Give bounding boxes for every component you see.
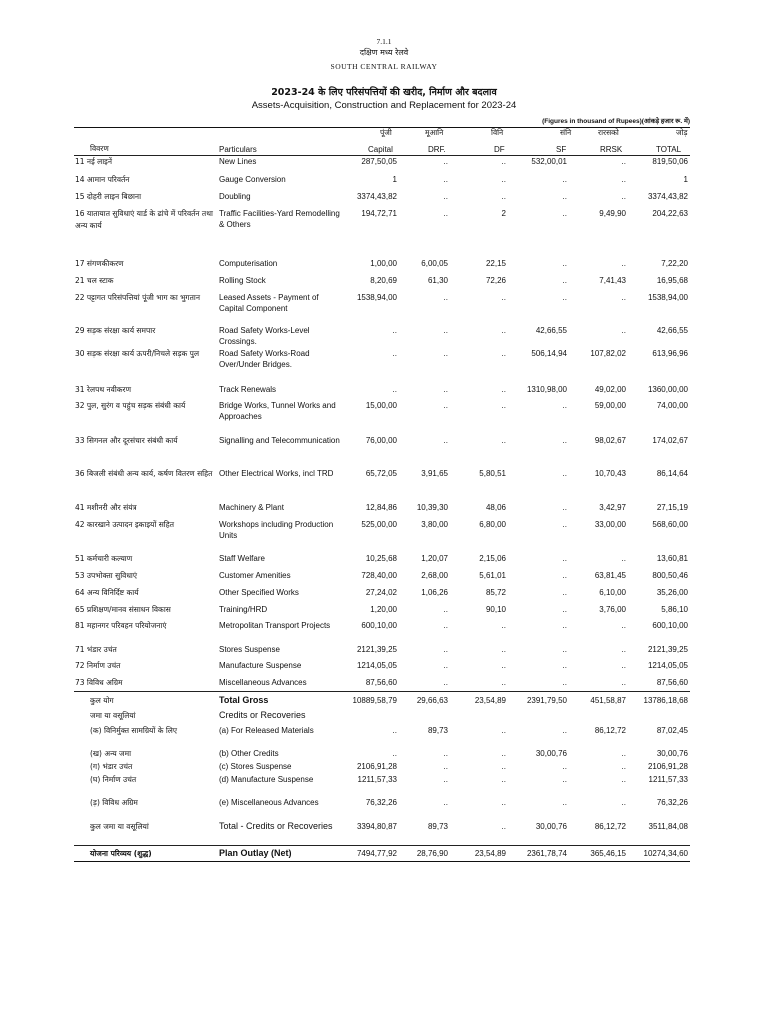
- document-title: Assets-Acquisition, Construction and Replacement for 2023-24: [251, 100, 517, 111]
- cell-total: 1538,94,00: [647, 293, 688, 302]
- cell-rrsk: 33,00,00: [594, 520, 626, 529]
- cell-rrsk: ..: [621, 293, 626, 302]
- row-label-hindi: 53 उपभोक्ता सुविधाएं: [75, 571, 138, 580]
- cell-capital: 2106,91,28: [356, 762, 397, 771]
- row-label-hindi: 42 कारखाने उत्पादन इकाइयों सहित: [75, 520, 174, 529]
- row-label-hindi: 32 पुल, सुरंग व पहुंच सड़क संबंधी कार्य: [75, 401, 186, 410]
- cell-capital: 7494,77,92: [356, 849, 397, 858]
- cell-total: 76,32,26: [656, 798, 688, 807]
- cell-total: 2121,39,25: [647, 645, 688, 654]
- cell-df: ..: [501, 678, 506, 687]
- cell-drf: ..: [443, 678, 448, 687]
- cell-rrsk: 98,02,67: [594, 436, 626, 445]
- cell-total: 1: [683, 175, 688, 184]
- cell-total: 86,14,64: [656, 469, 688, 478]
- col-drf: DRF.: [428, 145, 446, 154]
- cell-df: ..: [501, 157, 506, 166]
- document-title-hindi: 2023-24 के लिए परिसंपत्तियों की खरीद, निर्माण और बदलाव: [271, 87, 497, 98]
- cell-df: ..: [501, 349, 506, 358]
- cell-rrsk: ..: [621, 678, 626, 687]
- cell-total: 27,15,19: [656, 503, 688, 512]
- cell-sf: 506,14,94: [531, 349, 567, 358]
- cell-rrsk: ..: [621, 762, 626, 771]
- row-label-hindi: 64 अन्य विनिर्दिष्ट कार्य: [75, 588, 139, 597]
- cell-drf: 1,06,26: [421, 588, 448, 597]
- row-label-hindi: 73 विविध अग्रिम: [75, 678, 123, 687]
- cell-df: 5,61,01: [479, 571, 506, 580]
- cell-drf: ..: [443, 175, 448, 184]
- cell-capital: 2121,39,25: [356, 645, 397, 654]
- cell-sf: ..: [562, 645, 567, 654]
- row-label: Other Specified Works: [219, 588, 299, 597]
- col-total-hindi: जोड़: [676, 128, 688, 137]
- col-df-hindi: विनि: [491, 128, 504, 137]
- row-label-hindi: 17 संगणकीकरण: [75, 259, 124, 268]
- row-label: Machinery & Plant: [219, 503, 284, 512]
- cell-capital: 728,40,00: [361, 571, 397, 580]
- row-label-hindi: 15 दोहरी लाइन बिछाना: [75, 192, 142, 201]
- row-label: Road Safety Works-Level Crossings.: [219, 326, 310, 346]
- cell-sf: 2361,78,74: [526, 849, 567, 858]
- cell-sf: ..: [562, 259, 567, 268]
- cell-rrsk: ..: [621, 749, 626, 758]
- row-label: Total Gross: [219, 695, 269, 705]
- cell-sf: ..: [562, 436, 567, 445]
- cell-rrsk: ..: [621, 259, 626, 268]
- cell-drf: ..: [443, 293, 448, 302]
- row-label: Metropolitan Transport Projects: [219, 621, 331, 630]
- row-label: New Lines: [219, 157, 257, 166]
- cell-total: 3374,43,82: [647, 192, 688, 201]
- cell-df: ..: [501, 293, 506, 302]
- row-label-hindi: (ड़) विविध अग्रिम: [90, 798, 138, 807]
- cell-drf: ..: [443, 749, 448, 758]
- row-label: Stores Suspense: [219, 645, 280, 654]
- row-label-hindi: योजना परिव्यय (शुद्ध): [90, 849, 152, 858]
- cell-df: 5,80,51: [479, 469, 506, 478]
- cell-drf: ..: [443, 645, 448, 654]
- cell-df: 23,54,89: [474, 696, 506, 705]
- row-label-hindi: 22 पट्टागत परिसंपत्तियां पूंजी भाग का भुगतान: [75, 293, 201, 302]
- cell-rrsk: 10,70,43: [594, 469, 626, 478]
- col-rrsk: RRSK: [600, 145, 623, 154]
- cell-total: 74,00,00: [656, 401, 688, 410]
- cell-capital: 1214,05,05: [356, 661, 397, 670]
- cell-drf: 29,66,63: [416, 696, 448, 705]
- cell-capital: 10889,58,79: [352, 696, 397, 705]
- col-rrsk-hindi: रारसको: [598, 128, 619, 137]
- cell-df: 85,72: [485, 588, 506, 597]
- cell-drf: 89,73: [427, 822, 448, 831]
- cell-total: 87,56,60: [656, 678, 688, 687]
- row-label: Workshops including Production Units: [219, 520, 334, 540]
- cell-df: ..: [501, 192, 506, 201]
- cell-drf: 1,20,07: [421, 554, 448, 563]
- cell-drf: 28,76,90: [416, 849, 448, 858]
- cell-df: ..: [501, 661, 506, 670]
- row-label-hindi: 72 निर्माण उचंत: [75, 661, 121, 670]
- cell-drf: 6,00,05: [421, 259, 448, 268]
- cell-rrsk: ..: [621, 645, 626, 654]
- col-capital: Capital: [368, 145, 393, 154]
- col-drf-hindi: मूआनि: [425, 128, 444, 137]
- cell-rrsk: ..: [621, 175, 626, 184]
- row-label-hindi: 33 सिगनल और दूरसंचार संबंधी कार्य: [75, 436, 178, 445]
- cell-rrsk: 3,76,00: [599, 605, 626, 614]
- railway-name: SOUTH CENTRAL RAILWAY: [330, 62, 438, 71]
- cell-capital: 65,72,05: [365, 469, 397, 478]
- row-label-hindi: 65 प्रशिक्षण/मानव संसाधन विकास: [75, 605, 171, 614]
- cell-sf: ..: [562, 605, 567, 614]
- cell-total: 1214,05,05: [647, 661, 688, 670]
- cell-sf: ..: [562, 401, 567, 410]
- cell-sf: ..: [562, 175, 567, 184]
- cell-sf: ..: [562, 293, 567, 302]
- cell-sf: ..: [562, 520, 567, 529]
- row-label-hindi: जमा या वसूलियां: [90, 711, 136, 720]
- cell-rrsk: 451,58,87: [590, 696, 626, 705]
- cell-capital: 76,32,26: [365, 798, 397, 807]
- cell-total: 35,26,00: [656, 588, 688, 597]
- row-label: Gauge Conversion: [219, 175, 286, 184]
- cell-capital: 1211,57,33: [357, 775, 397, 784]
- cell-sf: ..: [562, 276, 567, 285]
- cell-rrsk: ..: [621, 661, 626, 670]
- cell-drf: ..: [443, 326, 448, 335]
- cell-df: ..: [501, 726, 506, 735]
- cell-drf: ..: [443, 401, 448, 410]
- cell-df: 90,10: [485, 605, 506, 614]
- cell-df: ..: [501, 775, 506, 784]
- cell-capital: 3374,43,82: [356, 192, 397, 201]
- row-label-hindi: 14 आमान परिवर्तन: [75, 175, 130, 184]
- cell-total: 13,60,81: [656, 554, 688, 563]
- row-label: Doubling: [219, 192, 251, 201]
- total-rule: [74, 691, 690, 692]
- row-label-hindi: 51 कर्मचारी कल्याण: [75, 554, 133, 563]
- cell-df: ..: [501, 175, 506, 184]
- cell-rrsk: 63,81,45: [594, 571, 626, 580]
- cell-capital: ..: [392, 385, 397, 394]
- row-label: (b) Other Credits: [219, 749, 279, 758]
- cell-df: 48,06: [485, 503, 506, 512]
- cell-rrsk: 49,02,00: [594, 385, 626, 394]
- cell-total: 10274,34,60: [643, 849, 688, 858]
- row-label: (e) Miscellaneous Advances: [219, 798, 319, 807]
- cell-total: 800,50,46: [652, 571, 688, 580]
- cell-total: 174,02,67: [652, 436, 688, 445]
- col-sf: SF: [556, 145, 567, 154]
- cell-rrsk: 86,12,72: [594, 822, 626, 831]
- row-label-hindi: 16 यातायात सुविधाएं यार्ड के ढांचे में परिवर्तन तथा अन्य कार्य: [75, 209, 213, 230]
- cell-df: 22,15: [485, 259, 506, 268]
- col-description-hindi: विवरण: [90, 144, 109, 153]
- col-df: DF: [494, 145, 505, 154]
- cell-drf: 3,80,00: [421, 520, 448, 529]
- cell-df: 2: [501, 209, 506, 218]
- cell-sf: 532,00,01: [531, 157, 567, 166]
- row-label: (d) Manufacture Suspense: [219, 775, 314, 784]
- cell-capital: 287,50,05: [361, 157, 397, 166]
- cell-capital: 525,00,00: [361, 520, 397, 529]
- cell-sf: ..: [562, 775, 567, 784]
- cell-sf: ..: [562, 503, 567, 512]
- cell-df: ..: [501, 762, 506, 771]
- row-label-hindi: (ग) भंडार उचंत: [90, 762, 133, 771]
- cell-rrsk: ..: [621, 775, 626, 784]
- row-label: Road Safety Works-Road Over/Under Bridges.: [219, 349, 310, 369]
- cell-df: 2,15,06: [479, 554, 506, 563]
- cell-sf: ..: [562, 209, 567, 218]
- row-label: Plan Outlay (Net): [219, 848, 292, 858]
- cell-capital: 27,24,02: [365, 588, 397, 597]
- col-capital-hindi: पूंजी: [380, 128, 392, 137]
- cell-rrsk: ..: [621, 621, 626, 630]
- cell-drf: 2,68,00: [421, 571, 448, 580]
- cell-df: ..: [501, 326, 506, 335]
- cell-drf: 61,30: [427, 276, 448, 285]
- cell-df: ..: [501, 401, 506, 410]
- cell-drf: ..: [443, 775, 448, 784]
- cell-df: 6,80,00: [479, 520, 506, 529]
- cell-drf: ..: [443, 436, 448, 445]
- row-label: Rolling Stock: [219, 276, 266, 285]
- cell-total: 1360,00,00: [647, 385, 688, 394]
- cell-drf: ..: [443, 192, 448, 201]
- cell-sf: ..: [562, 621, 567, 630]
- cell-df: ..: [501, 645, 506, 654]
- railway-name-hindi: दक्षिण मध्य रेलवे: [359, 48, 409, 57]
- cell-drf: 3,91,65: [421, 469, 448, 478]
- row-label-hindi: 41 मशीनरी और संयंत्र: [75, 503, 137, 512]
- col-particulars: Particulars: [219, 145, 257, 154]
- cell-capital: 8,20,69: [370, 276, 397, 285]
- cell-df: ..: [501, 385, 506, 394]
- row-label-hindi: (घ) निर्माण उचंत: [90, 775, 137, 784]
- row-label: Miscellaneous Advances: [219, 678, 307, 687]
- cell-total: 3511,84,08: [648, 822, 688, 831]
- row-label: Credits or Recoveries: [219, 710, 306, 720]
- row-label: Customer Amenities: [219, 571, 291, 580]
- row-label: (a) For Released Materials: [219, 726, 314, 735]
- plan-outlay-top-rule: [74, 845, 690, 846]
- row-label-hindi: 81 महानगर परिवहन परियोजनाएं: [75, 621, 167, 630]
- cell-capital: 600,10,00: [361, 621, 397, 630]
- cell-total: 1211,57,33: [648, 775, 688, 784]
- cell-df: ..: [501, 621, 506, 630]
- cell-drf: 89,73: [427, 726, 448, 735]
- cell-rrsk: 365,46,15: [590, 849, 626, 858]
- cell-total: 204,22,63: [652, 209, 688, 218]
- cell-drf: ..: [443, 349, 448, 358]
- page-number: 7.1.1: [376, 37, 392, 46]
- cell-capital: ..: [392, 349, 397, 358]
- cell-total: 613,96,96: [652, 349, 688, 358]
- row-label-hindi: 71 भंडार उचंत: [75, 645, 117, 654]
- row-label-hindi: 36 बिजली संबंधी अन्य कार्य, कर्षण वितरण सहित: [75, 469, 213, 478]
- cell-total: 5,86,10: [661, 605, 688, 614]
- cell-drf: ..: [443, 621, 448, 630]
- cell-drf: ..: [443, 385, 448, 394]
- cell-sf: ..: [562, 588, 567, 597]
- col-sf-hindi: संनि: [560, 128, 572, 137]
- cell-drf: ..: [443, 605, 448, 614]
- row-label: Manufacture Suspense: [219, 661, 302, 670]
- cell-capital: 1,00,00: [370, 259, 397, 268]
- cell-capital: 194,72,71: [361, 209, 397, 218]
- row-label: Staff Welfare: [219, 554, 265, 563]
- cell-sf: ..: [562, 571, 567, 580]
- cell-df: ..: [501, 749, 506, 758]
- cell-total: 600,10,00: [652, 621, 688, 630]
- cell-total: 16,95,68: [656, 276, 688, 285]
- cell-rrsk: 86,12,72: [594, 726, 626, 735]
- row-label-hindi: 31 रेलपथ नवीकरण: [75, 385, 132, 394]
- cell-rrsk: 9,49,90: [599, 209, 626, 218]
- row-label-hindi: 29 सड़क संरक्षा कार्य समपार: [75, 326, 156, 335]
- cell-drf: ..: [443, 157, 448, 166]
- cell-total: 87,02,45: [656, 726, 688, 735]
- row-label-hindi: 21 चल स्टाक: [75, 276, 114, 285]
- cell-capital: 15,00,00: [365, 401, 397, 410]
- cell-total: 7,22,20: [661, 259, 688, 268]
- cell-total: 568,60,00: [652, 520, 688, 529]
- cell-capital: 87,56,60: [365, 678, 397, 687]
- cell-rrsk: 3,42,97: [599, 503, 626, 512]
- cell-sf: ..: [562, 192, 567, 201]
- cell-total: 42,66,55: [656, 326, 688, 335]
- cell-rrsk: 107,82,02: [590, 349, 626, 358]
- cell-drf: ..: [443, 661, 448, 670]
- cell-df: 72,26: [485, 276, 506, 285]
- row-label: (c) Stores Suspense: [219, 762, 292, 771]
- cell-capital: 1: [392, 175, 397, 184]
- cell-sf: ..: [562, 469, 567, 478]
- cell-total: 819,50,06: [652, 157, 688, 166]
- cell-capital: ..: [392, 726, 397, 735]
- cell-rrsk: ..: [621, 192, 626, 201]
- cell-total: 30,00,76: [656, 749, 688, 758]
- row-label: Bridge Works, Tunnel Works and Approaches: [219, 401, 336, 421]
- cell-capital: ..: [392, 749, 397, 758]
- cell-drf: ..: [443, 762, 448, 771]
- row-label-hindi: कुल योग: [90, 696, 114, 705]
- cell-rrsk: ..: [621, 326, 626, 335]
- row-label: Total - Credits or Recoveries: [219, 821, 333, 831]
- row-label: Training/HRD: [219, 605, 268, 614]
- cell-sf: 1310,98,00: [526, 385, 567, 394]
- row-label: Traffic Facilities-Yard Remodelling & Others: [219, 209, 340, 229]
- cell-rrsk: ..: [621, 554, 626, 563]
- row-label: Computerisation: [219, 259, 278, 268]
- cell-capital: 10,25,68: [365, 554, 397, 563]
- cell-sf: 2391,79,50: [526, 696, 567, 705]
- cell-rrsk: ..: [621, 157, 626, 166]
- row-label: Other Electrical Works, incl TRD: [219, 469, 334, 478]
- row-label-hindi: (क) विनिर्मुक्त सामग्रियों के लिए: [90, 726, 178, 735]
- cell-capital: 1538,94,00: [356, 293, 397, 302]
- cell-capital: 76,00,00: [365, 436, 397, 445]
- table-bottom-rule: [74, 861, 690, 862]
- cell-drf: ..: [443, 798, 448, 807]
- units-note: (Figures in thousand of Rupees)(आंकड़े हजार रू. में): [542, 118, 690, 125]
- cell-rrsk: 59,00,00: [594, 401, 626, 410]
- cell-drf: 10,39,30: [416, 503, 448, 512]
- col-total: TOTAL: [656, 145, 682, 154]
- cell-rrsk: ..: [621, 798, 626, 807]
- row-label-hindi: कुल जमा या वसूलियां: [90, 822, 149, 831]
- cell-sf: ..: [562, 798, 567, 807]
- cell-df: ..: [501, 798, 506, 807]
- cell-sf: 30,00,76: [535, 822, 567, 831]
- cell-capital: 3394,80,87: [356, 822, 397, 831]
- cell-rrsk: 7,41,43: [599, 276, 626, 285]
- row-label: Leased Assets - Payment of Capital Component: [219, 293, 319, 313]
- cell-df: ..: [501, 436, 506, 445]
- cell-sf: 42,66,55: [535, 326, 567, 335]
- cell-capital: 1,20,00: [370, 605, 397, 614]
- cell-sf: 30,00,76: [535, 749, 567, 758]
- cell-total: 13786,18,68: [643, 696, 688, 705]
- row-label-hindi: 11 नई लाइनें: [75, 157, 113, 166]
- cell-df: 23,54,89: [474, 849, 506, 858]
- cell-rrsk: 6,10,00: [599, 588, 626, 597]
- cell-sf: ..: [562, 762, 567, 771]
- cell-drf: ..: [443, 209, 448, 218]
- cell-capital: ..: [392, 326, 397, 335]
- row-label: Signalling and Telecommunication: [219, 436, 340, 445]
- cell-sf: ..: [562, 661, 567, 670]
- row-label-hindi: (ख) अन्य जमा: [90, 749, 132, 758]
- row-label: Track Renewals: [219, 385, 277, 394]
- cell-sf: ..: [562, 554, 567, 563]
- cell-df: ..: [501, 822, 506, 831]
- cell-total: 2106,91,28: [647, 762, 688, 771]
- row-label-hindi: 30 सड़क संरक्षा कार्य ऊपरी/निचले सड़क पुल: [75, 349, 200, 358]
- cell-capital: 12,84,86: [365, 503, 397, 512]
- cell-sf: ..: [562, 726, 567, 735]
- cell-sf: ..: [562, 678, 567, 687]
